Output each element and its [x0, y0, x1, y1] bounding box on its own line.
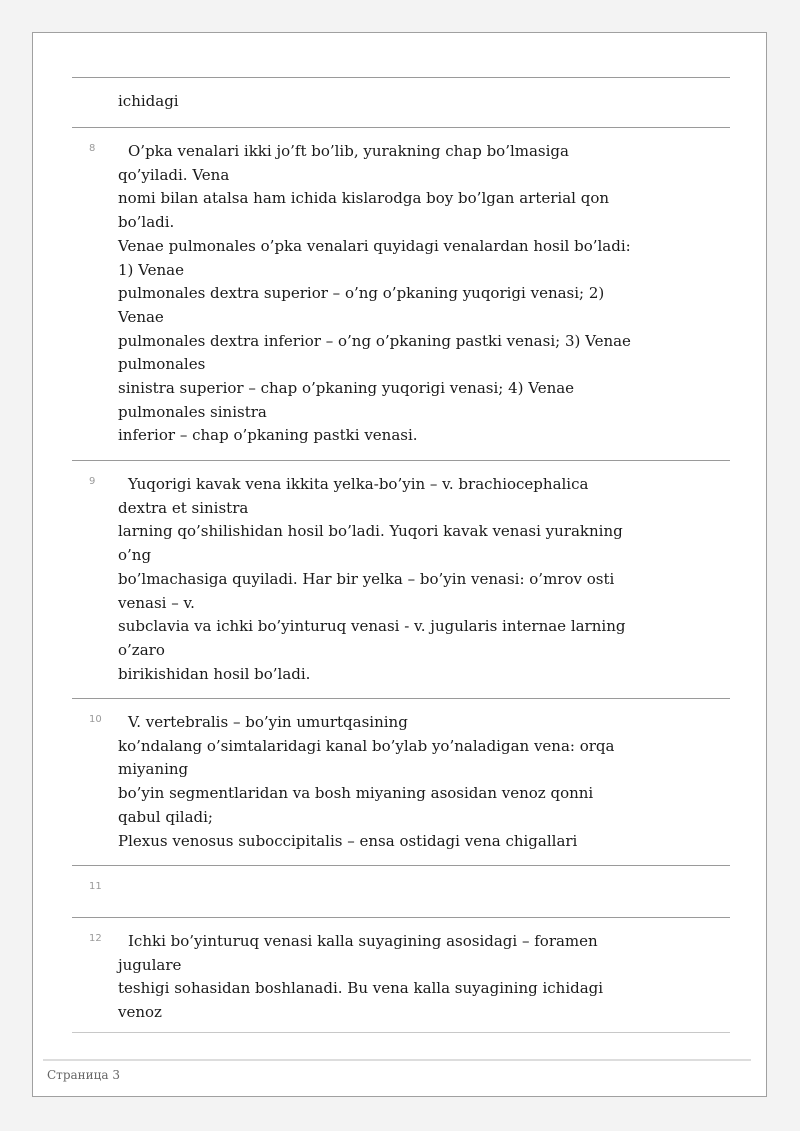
table-row	[72, 127, 730, 460]
text-line: pulmonales dextra inferior – o’ng o’pkaning pastki venasi; 3) Venae	[118, 331, 631, 350]
row-text	[118, 918, 658, 1025]
text-line: teshigi sohasidan boshlanadi. Bu vena kalla suyagining ichidagi	[118, 979, 604, 998]
row-number: 11	[89, 881, 102, 892]
text-line: sinistra superior – chap o’pkaning yuqorigi venasi; 4) Venae	[118, 379, 575, 398]
text-line: dextra et sinistra	[118, 498, 249, 517]
text-line: bo’yin segmentlaridan va bosh miyaning asosidan venoz qonni	[118, 784, 594, 803]
content-table	[72, 77, 730, 1033]
text-line: larning qo’shilishidan hosil bo’ladi. Yuqori kavak venasi yurakning	[118, 522, 623, 541]
text-line: Venae pulmonales o’pka venalari quyidagi venalardan hosil bo’ladi:	[118, 236, 631, 255]
text-line: V. vertebralis – bo’yin umurtqasining	[128, 713, 408, 731]
text-line: bo’ladi.	[118, 213, 175, 232]
text-line: o’ng	[118, 546, 152, 565]
text-line: venoz	[118, 1003, 162, 1022]
table-row	[72, 698, 730, 865]
table-row	[72, 77, 730, 127]
text-line: ko’ndalang o’simtalaridagi kanal bo’ylab yo’naladigan vena: orqa	[118, 736, 615, 755]
row-text	[118, 78, 658, 114]
text-line: miyaning	[118, 760, 189, 779]
text-line: qo’yiladi. Vena	[118, 165, 230, 184]
text-line: Venae	[118, 307, 164, 326]
text-line: o’zaro	[118, 640, 165, 659]
document-page	[32, 32, 767, 1097]
text-line: pulmonales	[118, 355, 206, 374]
table-row	[72, 865, 730, 917]
row-number: 9	[89, 476, 96, 487]
text-line: bo’lmachasiga quyiladi. Har bir yelka – bo’yin venasi: o’mrov osti	[118, 569, 615, 588]
text-line: subclavia va ichki bo’yinturuq venasi - v. jugularis internae larning	[118, 617, 626, 636]
page-number-label: Страница 3	[47, 1068, 120, 1082]
text-line: qabul qiladi;	[118, 807, 213, 826]
text-line: venasi – v.	[118, 593, 195, 612]
text-line: Yuqorigi kavak vena ikkita yelka-bo’yin – v. brachiocephalica	[128, 475, 589, 493]
text-line: Ichki bo’yinturuq venasi kalla suyagining asosidagi – foramen	[128, 932, 598, 950]
text-line: inferior – chap o’pkaning pastki venasi.	[118, 426, 418, 445]
row-text	[118, 699, 658, 853]
row-number: 10	[89, 714, 102, 725]
text-line: nomi bilan atalsa ham ichida kislarodga boy bo’lgan arterial qon	[118, 189, 610, 208]
text-line: O’pka venalari ikki jo’ft bo’lib, yurakning chap bo’lmasiga	[128, 142, 569, 160]
text-line: 1) Venae	[118, 260, 184, 279]
text-line: ichidagi	[118, 92, 179, 110]
row-text	[118, 866, 658, 878]
row-number: 8	[89, 143, 96, 154]
text-line: jugulare	[118, 955, 182, 974]
row-text	[118, 461, 658, 686]
table-row	[72, 917, 730, 1033]
row-number: 12	[89, 933, 102, 944]
text-line: pulmonales sinistra	[118, 402, 267, 421]
row-text	[118, 128, 658, 448]
table-row	[72, 460, 730, 698]
text-line: Plexus venosus suboccipitalis – ensa ostidagi vena chigallari	[118, 831, 578, 850]
text-line: pulmonales dextra superior – o’ng o’pkaning yuqorigi venasi; 2)	[118, 284, 605, 303]
text-line: birikishidan hosil bo’ladi.	[118, 664, 311, 683]
footer-divider	[43, 1059, 751, 1061]
